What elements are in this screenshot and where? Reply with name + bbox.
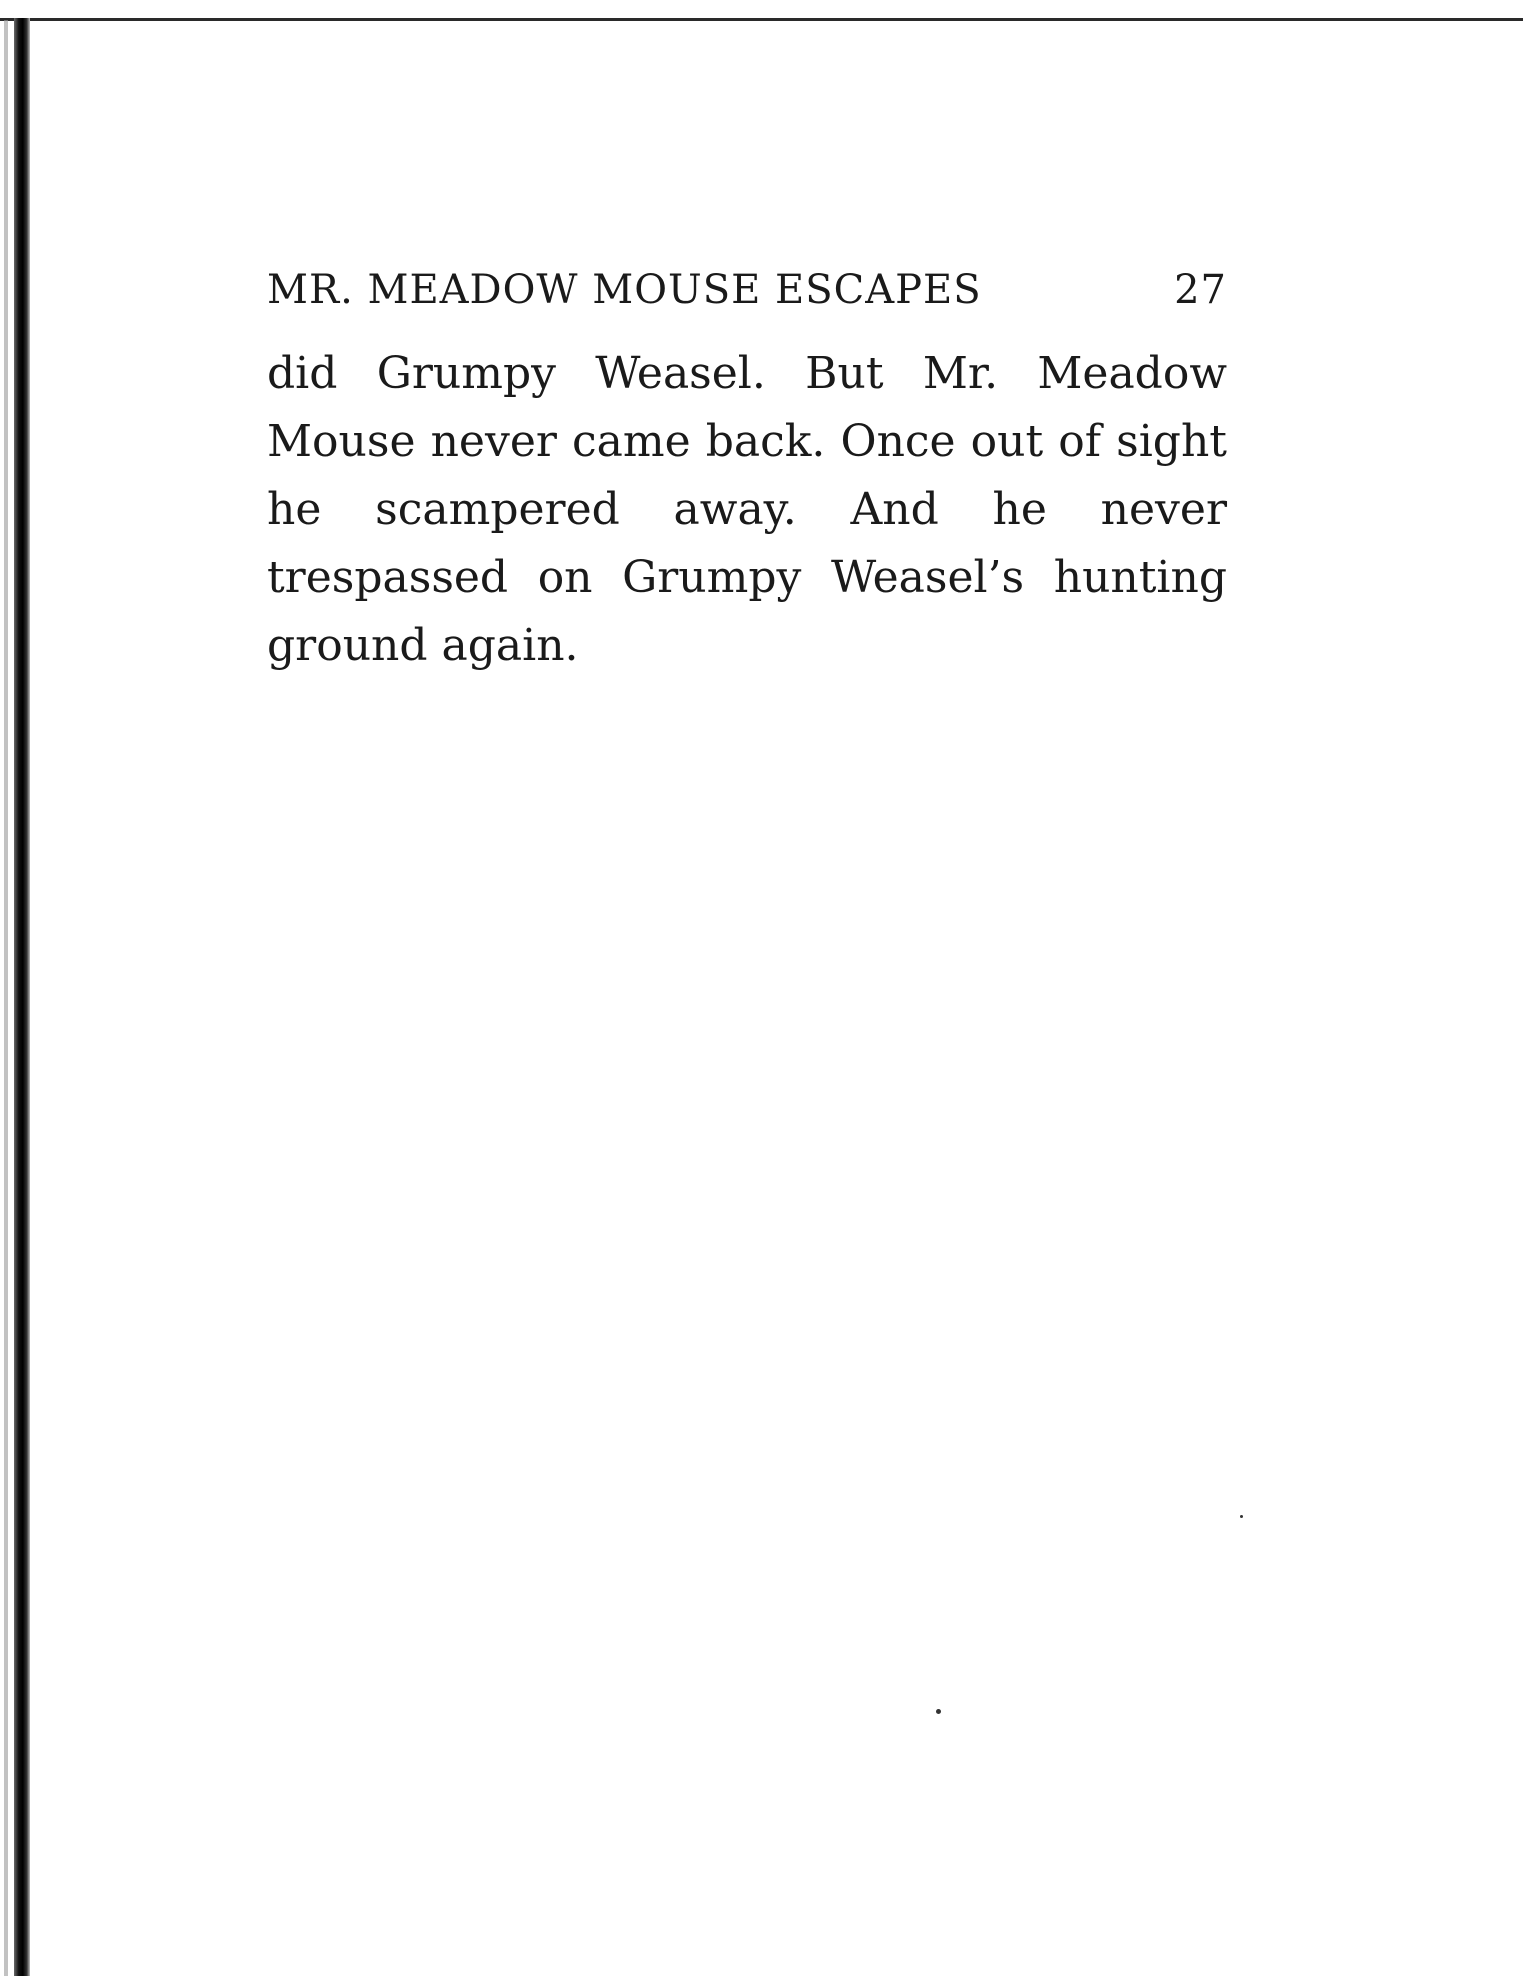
- binding-edge-shadow: [4, 20, 8, 1976]
- ink-speck: [1240, 1515, 1243, 1518]
- body-paragraph: did Grumpy Weasel. But Mr. Meadow Mouse never came back. Once out of sight he scampered away. And he never trespassed on Grumpy Weasel’s hunting ground again.: [267, 348, 1227, 671]
- ink-speck: [936, 1709, 941, 1714]
- binding-edge: [14, 18, 30, 1976]
- running-head-title: MR. MEADOW MOUSE ESCAPES: [267, 267, 982, 313]
- running-head: [267, 267, 1227, 313]
- page-content: [267, 267, 1227, 680]
- top-rule: [0, 18, 1523, 21]
- page-number: 27: [1174, 267, 1227, 313]
